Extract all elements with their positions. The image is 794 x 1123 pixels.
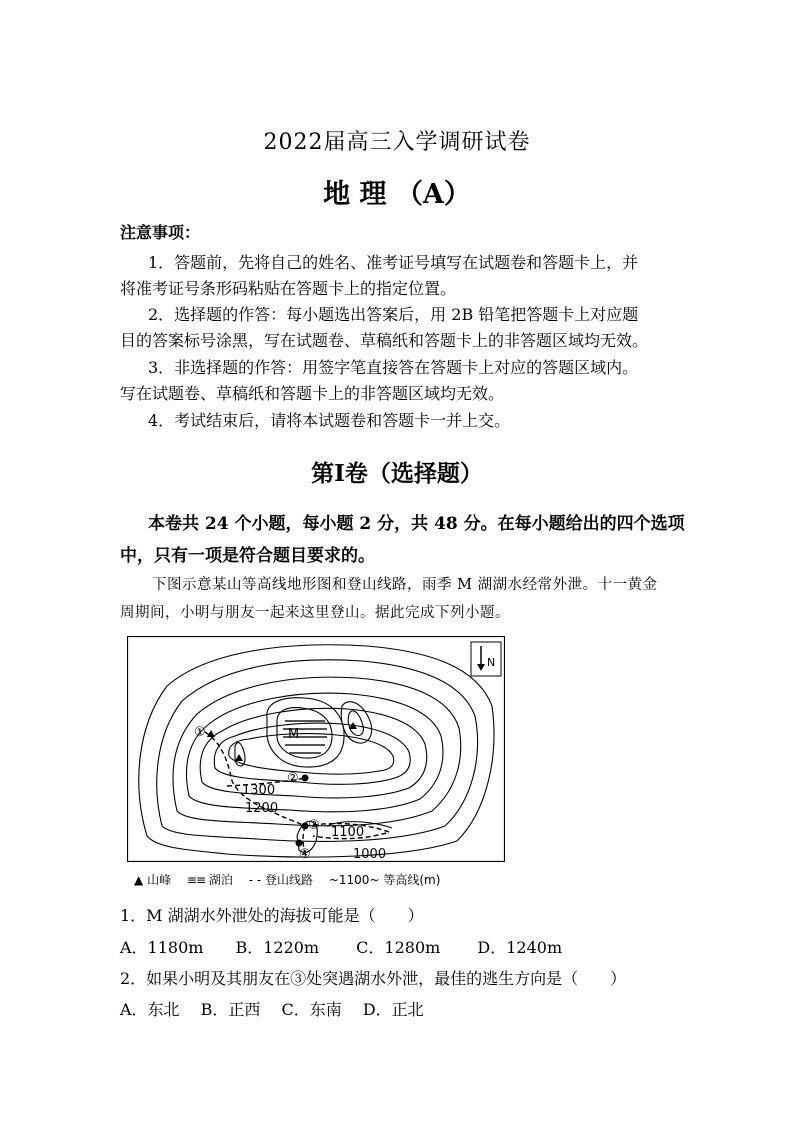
lake-icon: ≡≡ <box>186 873 206 887</box>
contour-label-1100: 1100 <box>331 825 365 840</box>
north-label: N <box>487 656 496 669</box>
question-2-stem: 2．如果小明及其朋友在③处突遇湖水外泄，最佳的逃生方向是（ ） <box>120 969 627 988</box>
lake-label: M <box>288 727 300 742</box>
map-legend <box>134 871 452 888</box>
intro-line-1: 下图示意某山等高线地形图和登山线路，雨季 M 湖湖水经常外泄。十一黄金 <box>152 577 658 593</box>
point-3-label: ③ <box>308 818 320 833</box>
section-title: 第Ⅰ卷（选择题） <box>311 460 483 487</box>
notice-item-2-line-2: 目的答案标号涂黑，写在试题卷、草稿纸和答题卡上的非答题区域均无效。 <box>120 331 649 350</box>
legend-peak: ▲ 山峰 <box>134 873 172 887</box>
legend-route: - - 登山线路 <box>248 873 314 887</box>
notice-item-2-line-1: 2．选择题的作答：每小题选出答案后，用 2B 铅笔把答题卡上对应题 <box>148 305 639 324</box>
question-2-options: A．东北 B．正西 C．东南 D．正北 <box>120 1000 424 1019</box>
point-2-label: ② <box>287 771 299 786</box>
notice-item-1-line-2: 将准考证号条形码粘贴在答题卡上的指定位置。 <box>120 279 457 298</box>
section-rule-line-2: 中，只有一项是符合题目要求的。 <box>120 546 375 566</box>
notice-item-3-line-1: 3．非选择题的作答：用签字笔直接答在答题卡上对应的答题区域内。 <box>148 358 639 377</box>
intro-line-2: 周期间，小明与朋友一起来这里登山。据此完成下列小题。 <box>120 605 510 621</box>
legend-contour: ~1100~ 等高线(m) <box>328 873 441 887</box>
contour-map <box>127 636 505 862</box>
point-1-label: ① <box>194 725 206 740</box>
section-rule-line-1: 本卷共 24 个小题，每小题 2 分，共 48 分。在每小题给出的四个选项 <box>148 514 685 534</box>
question-1-options: A．1180m B．1220m C．1280m D．1240m <box>120 938 563 957</box>
north-arrow <box>471 642 501 676</box>
legend-lake: ≡≡ 湖泊 <box>186 873 233 887</box>
contour-icon: ~ <box>328 873 339 887</box>
notice-item-3-line-2: 写在试题卷、草稿纸和答题卡上的非答题区域均无效。 <box>120 384 505 403</box>
notice-item-4: 4．考试结束后，请将本试题卷和答题卡一并上交。 <box>148 411 511 430</box>
contour-label-1000: 1000 <box>353 847 387 862</box>
peak-icon: ▲ <box>134 873 144 887</box>
point-4-label: ④ <box>299 847 311 862</box>
question-1-stem: 1．M 湖湖水外泄处的海拔可能是（ ） <box>120 906 424 925</box>
exam-title: 2022届高三入学调研试卷 <box>263 130 531 155</box>
contour-label-1300: 1300 <box>242 783 276 798</box>
notice-item-1-line-1: 1．答题前，先将自己的姓名、准考证号填写在试题卷和答题卡上，并 <box>148 253 639 272</box>
notice-heading: 注意事项： <box>120 223 201 242</box>
route-icon: - - <box>248 873 262 887</box>
subject-title: 地 理 （A） <box>323 179 471 210</box>
contour-label-1200: 1200 <box>245 801 279 816</box>
